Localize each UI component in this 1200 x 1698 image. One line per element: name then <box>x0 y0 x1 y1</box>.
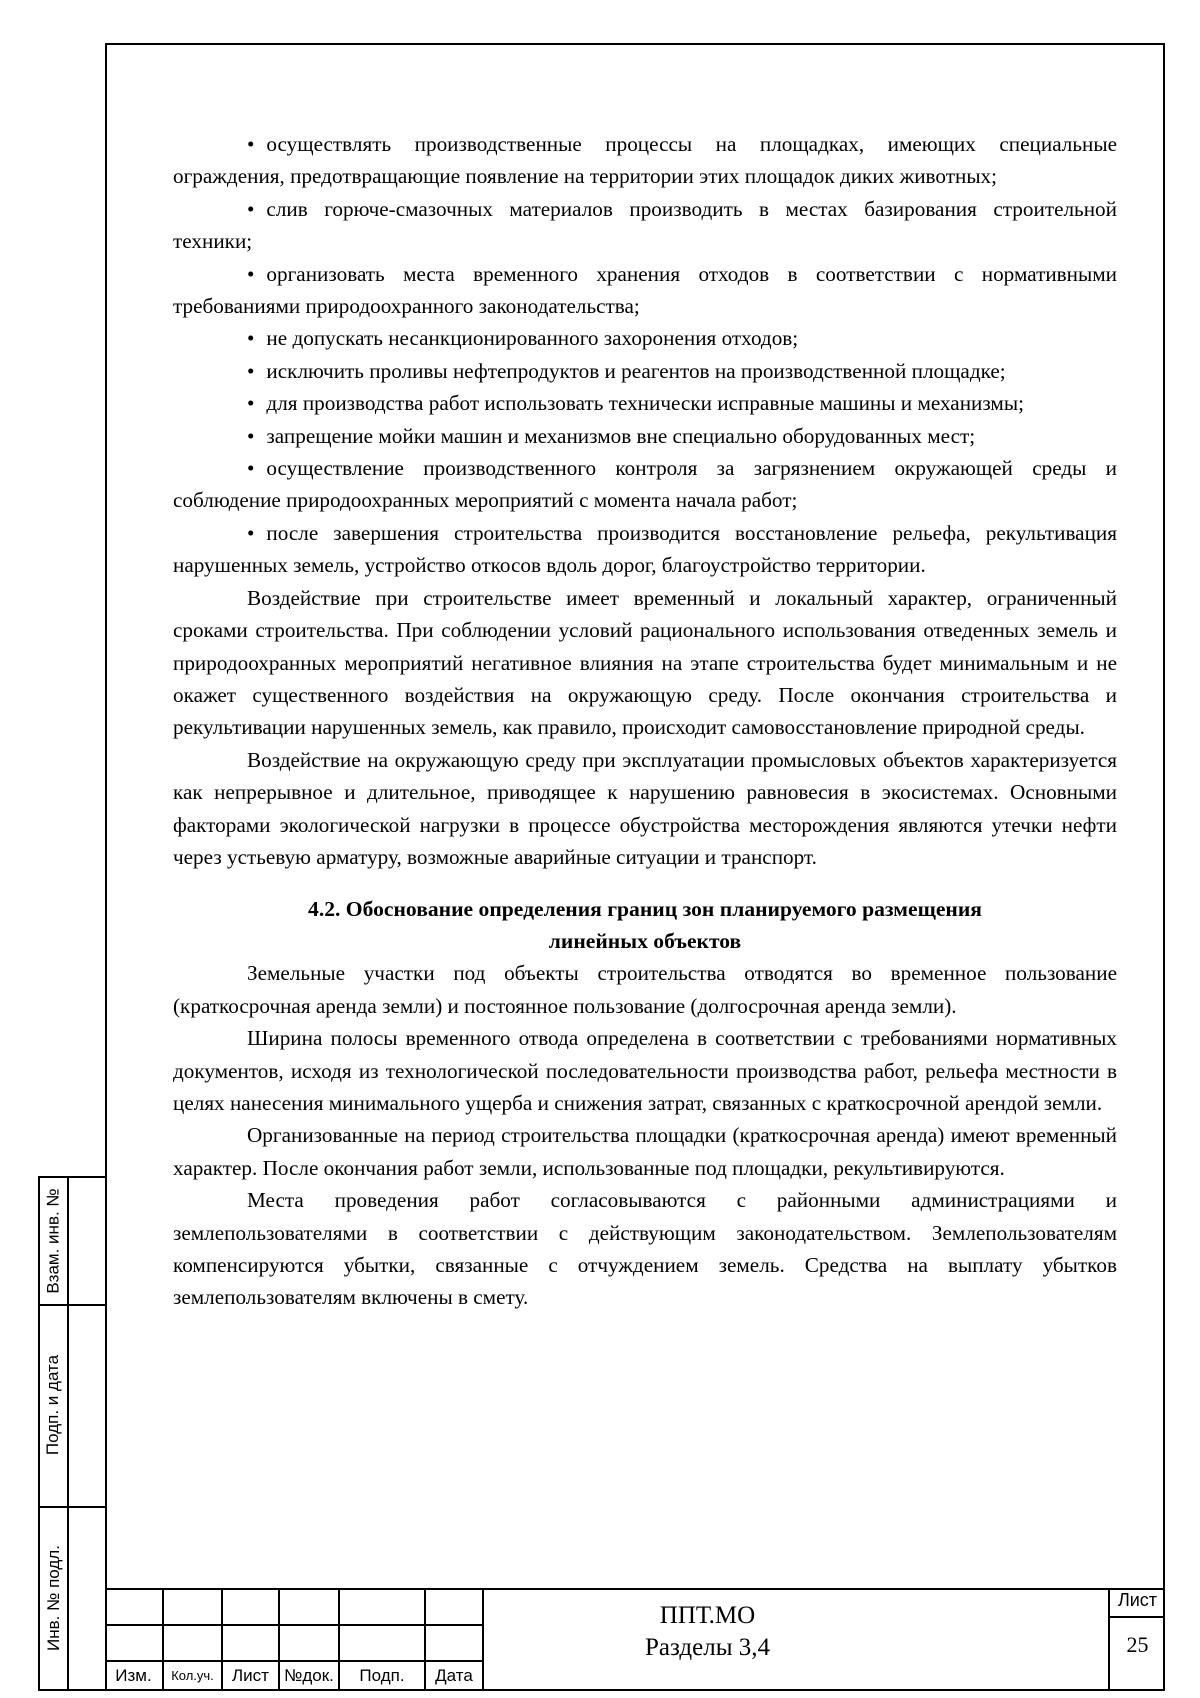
sheet-label: Лист <box>1117 1590 1158 1610</box>
side-label-podp: Подп. и дата <box>43 1354 63 1456</box>
column-kol-uch: Кол.уч. <box>171 1668 214 1683</box>
paragraph: Воздействие на окружающую среду при эксплуатации промысловых объектов характеризуется как непрерывное и длительное, приводящее к нарушению равновесия в экосистемах. Основными факторами экологической нагрузки в процессе обустройства месторождения являются утечки нефти через устьевую арматуру, возможные аварийные ситуации и транспорт. <box>173 747 1117 869</box>
bullet-item: • для производства работ использовать технически исправные машины и механизмы; <box>173 387 1117 419</box>
document-code: ППТ.МО <box>659 1602 756 1629</box>
paragraph: Ширина полосы временного отвода определена в соответствии с требованиями нормативных документов, исходя из технологической последовательности производства работ, рельефа местности в целях нанесения минимального ущерба и снижения затрат, связанных с краткосрочной арендой земли. <box>173 1026 1117 1115</box>
binding-strip <box>38 1176 107 1691</box>
column-ndok: №док. <box>284 1665 334 1685</box>
section-heading <box>173 893 1117 957</box>
bullet-item: • не допускать несанкционированного захоронения отходов; <box>173 322 1117 354</box>
bullet-item: • осуществлять производственные процессы на площадках, имеющих специальные ограждения, предотвращающие появление на территории этих площадок диких животных; <box>173 128 1117 193</box>
bullet-item: • запрещение мойки машин и механизмов вне специально оборудованных мест; <box>173 420 1117 452</box>
section-heading-line1: 4.2. Обоснование определения границ зон планируемого размещения <box>308 897 982 922</box>
sheet-number: 25 <box>1126 1632 1149 1657</box>
column-izm: Изм. <box>115 1665 152 1685</box>
column-podp: Подп. <box>359 1665 405 1685</box>
paragraph: Земельные участки под объекты строительства отводятся во временное пользование (краткосрочная аренда земли) и постоянное пользование (долгосрочная аренда земли). <box>173 961 1117 1018</box>
bullet-item: • слив горюче-смазочных материалов производить в местах базирования строительной техники; <box>173 193 1117 258</box>
paragraph: Воздействие при строительстве имеет временный и локальный характер, ограниченный сроками строительства. При соблюдении условий рационального использования отведенных земель и природоохранных мероприятий негативное влияния на этапе строительства будет минимальным и не окажет существенного воздействия на окружающую среду. После окончания строительства и рекультивации нарушенных земель, как правило, происходит самовосстановление природной среды. <box>173 585 1117 740</box>
section-heading-line2: линейных объектов <box>548 929 742 954</box>
side-label-inv: Инв. № подл. <box>43 1544 63 1651</box>
bullet-item: • исключить проливы нефтепродуктов и реагентов на производственной площадке; <box>173 355 1117 387</box>
bullet-item: • организовать места временного хранения отходов в соответствии с нормативными требованиями природоохранного законодательства; <box>173 258 1117 323</box>
paragraph: Места проведения работ согласовываются с районными администрациями и землепользователями в соответствии с действующим законодательством. Землепользователям компенсируются убытки, связанные с отчуждением земель. Средства на выплату убытков землепользователям включены в смету. <box>173 1188 1117 1310</box>
side-label-vzam: Взам. инв. № <box>43 1188 63 1294</box>
column-data: Дата <box>435 1665 473 1685</box>
paragraph: Организованные на период строительства площадки (краткосрочная аренда) имеют временный характер. После окончания работ земли, использованные под площадки, рекультивируются. <box>173 1123 1117 1180</box>
document-title: Разделы 3,4 <box>644 1634 770 1661</box>
document-code-block <box>482 1600 933 1664</box>
title-block <box>105 1588 1165 1691</box>
column-list: Лист <box>232 1665 269 1685</box>
document-body <box>173 128 1117 1314</box>
bullet-item: • осуществление производственного контроля за загрязнением окружающей среды и соблюдение природоохранных мероприятий с момента начала работ; <box>173 452 1117 517</box>
bullet-item: • после завершения строительства производится восстановление рельефа, рекультивация нарушенных земель, устройство откосов вдоль дорог, благоустройство территории. <box>173 517 1117 582</box>
